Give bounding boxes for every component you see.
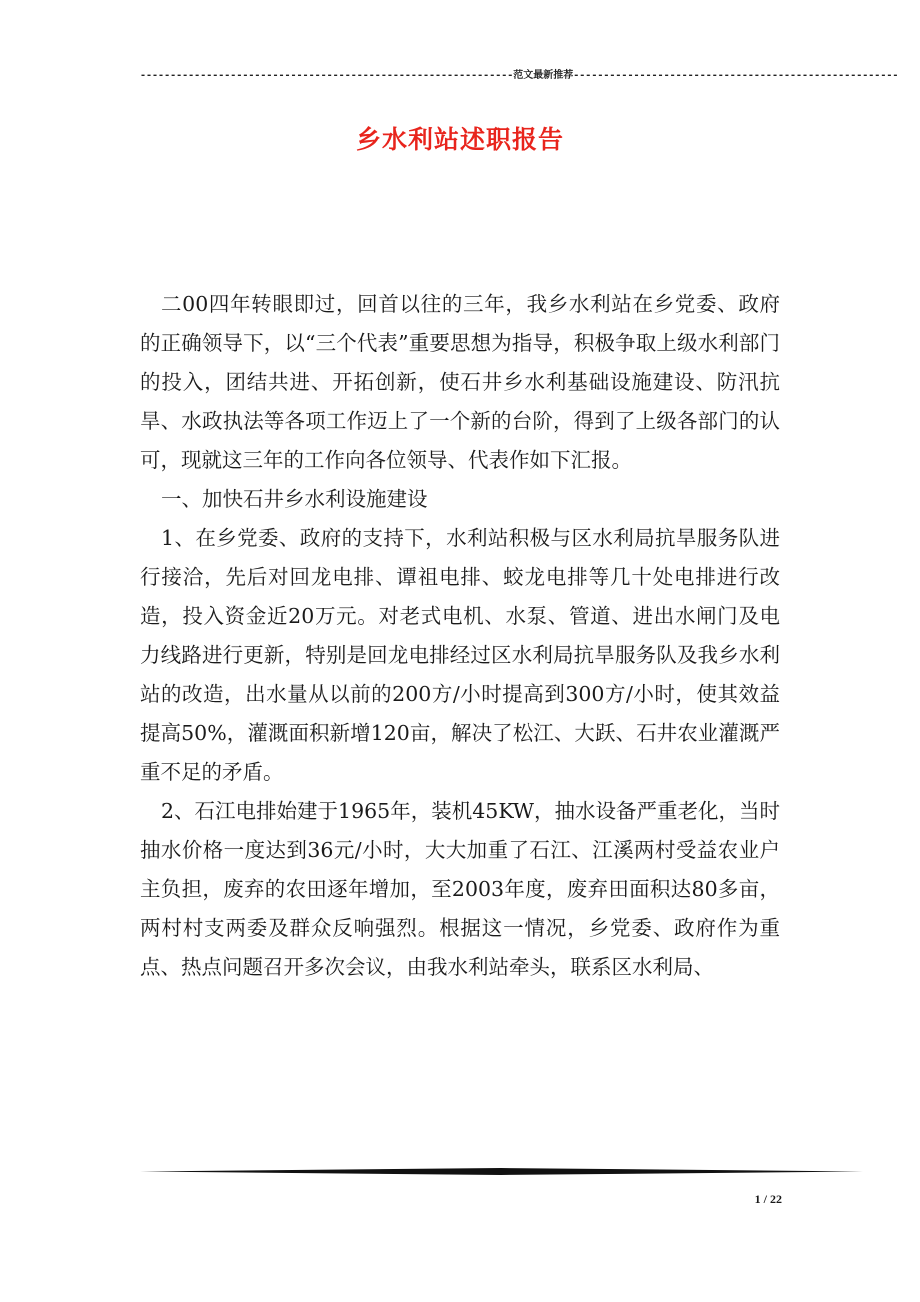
body-paragraph: 2、石江电排始建于1965年，装机45KW，抽水设备严重老化，当时抽水价格一度达到36元/小时，大大加重了石江、江溪两村受益农业户主负担，废弃的农田逐年增加，至2003年度，废弃田面积达80多亩，两村村支两委及群众反响强烈。根据这一情况，乡党委、政府作为重点、热点问题召开多次会议，由我水利站牵头，联系区水利局、 (140, 799, 780, 979)
page-number: 1 / 22 (754, 1192, 782, 1206)
page-header-banner: --------------------------------------------------------------范文最新推荐------------------------------------------------------ (140, 70, 899, 81)
section-heading: 一、加快石井乡水利设施建设 (161, 487, 428, 511)
body-paragraph: 二00四年转眼即过，回首以往的三年，我乡水利站在乡党委、政府的正确领导下，以“三个代表”重要思想为指导，积极争取上级水利部门的投入，团结共进、开拓创新，使石井乡水利基础设施建设、防汛抗旱、水政执法等各项工作迈上了一个新的台阶，得到了上级各部门的认可，现就这三年的工作向各位领导、代表作如下汇报。 (140, 292, 780, 472)
document-body (140, 285, 780, 987)
footer-divider (140, 1168, 863, 1175)
document-title: 乡水利站述职报告 (355, 125, 564, 154)
body-paragraph: 1、在乡党委、政府的支持下，水利站积极与区水利局抗旱服务队进行接洽，先后对回龙电排、谭祖电排、蛟龙电排等几十处电排进行改造，投入资金近20万元。对老式电机、水泵、管道、进出水闸门及电力线路进行更新，特别是回龙电排经过区水利局抗旱服务队及我乡水利站的改造，出水量从以前的200方/小时提高到300方/小时，使其效益提高50%，灌溉面积新增120亩，解决了松江、大跃、石井农业灌溉严重不足的矛盾。 (140, 526, 780, 784)
